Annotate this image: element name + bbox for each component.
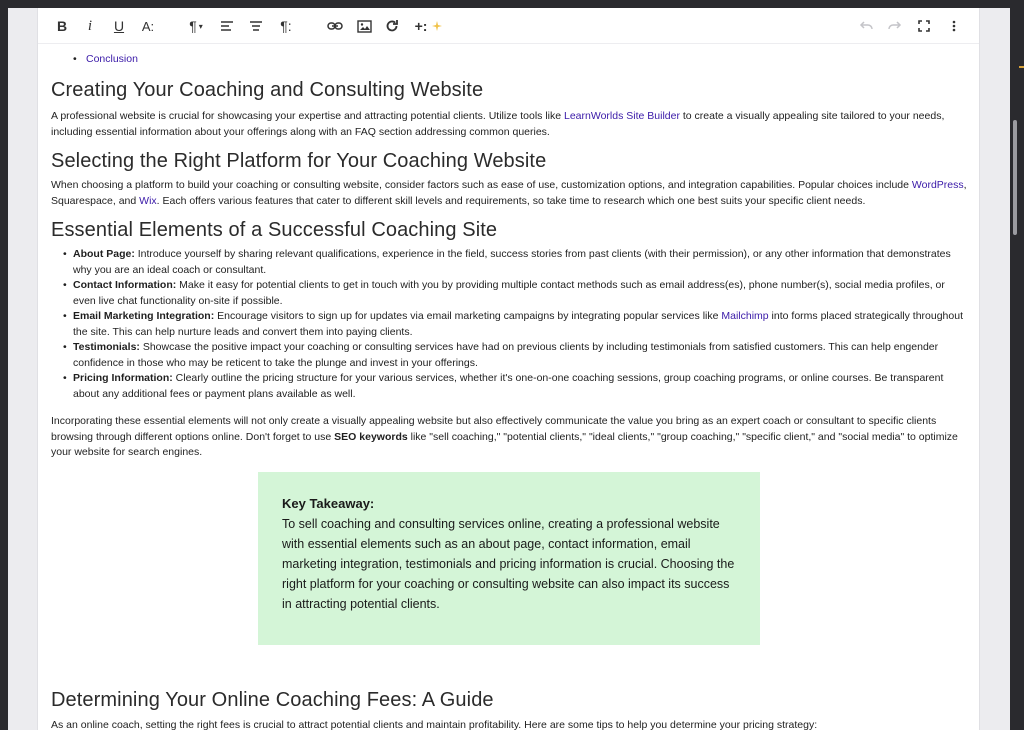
bullet-label: Email Marketing Integration: [73, 310, 215, 322]
undo-button[interactable] [856, 16, 876, 36]
bold-icon: B [56, 18, 68, 34]
align-center-button[interactable] [246, 16, 266, 36]
insert-image-button[interactable] [354, 16, 374, 36]
window-top-bar [0, 0, 1024, 8]
bullet-text: into forms placed strategically throughout the site. This can help nurture leads and convert them into paying clients. [73, 310, 963, 338]
bold-button[interactable] [52, 16, 72, 36]
paragraph-closing [51, 414, 969, 461]
bullet-text: Make it easy for potential clients to get in touch with you by providing multiple contact methods such as email address(es), phone number(s), social media profiles, or even live chat functionality on-site if possible. [73, 279, 945, 307]
align-left-icon [220, 20, 234, 32]
list-item [73, 371, 970, 402]
text: When choosing a platform to build your coaching or consulting website, consider factors such as ease of use, customization options, and integration capabilities. Popular choices include [51, 179, 912, 191]
text: A professional website is crucial for showcasing your expertise and attracting potential clients. Utilize tools like [51, 110, 564, 122]
heading-selecting-platform: Selecting the Right Platform for Your Coaching Website [51, 150, 547, 172]
fullscreen-button[interactable] [914, 16, 934, 36]
paragraph-format-button[interactable] [186, 16, 206, 36]
list-item [73, 340, 970, 371]
key-takeaway-title: Key Takeaway: [282, 496, 375, 511]
redo-icon [888, 21, 902, 31]
underline-icon: U [113, 18, 125, 34]
paragraph-selecting-platform [51, 178, 969, 209]
italic-icon: i [87, 17, 93, 34]
left-margin [8, 8, 37, 730]
sparkle-icon [432, 21, 442, 31]
redo-button[interactable] [885, 16, 905, 36]
undo-icon [859, 21, 873, 31]
key-takeaway-body: To sell coaching and consulting services online, creating a professional website with essential elements such as an about page, contact information, email marketing integration, testimonials and pricing information is crucial. Choosing the right platform for your coaching or consulting website can also impact its success in attracting potential clients. [282, 517, 735, 611]
left-window-rail [0, 8, 8, 730]
font-size-icon: A: [141, 18, 155, 34]
paragraph-style-icon: ¶: [280, 18, 292, 34]
scrollbar-track[interactable] [1010, 8, 1024, 730]
text: , Squarespace, and [51, 179, 967, 207]
more-vertical-icon [952, 20, 956, 32]
link-learnworlds[interactable]: LearnWorlds Site Builder [564, 110, 680, 122]
refresh-icon [385, 19, 399, 33]
insert-more-icon: +: [414, 18, 428, 34]
bullet-label: Contact Information: [73, 279, 177, 291]
scroll-position-marker [1019, 66, 1024, 68]
bullet-label: Pricing Information: [73, 372, 173, 384]
bullet-text: Encourage visitors to sign up for updates via email marketing campaigns by integrating popular services like [214, 310, 722, 322]
paragraph-coaching-fees: As an online coach, setting the right fees is crucial to attract potential clients and maintain profitability. Here are some tips to help you determine your pricing strategy: [51, 719, 818, 730]
font-size-button[interactable] [138, 16, 158, 36]
text: . Each offers various features that cater to different skill levels and requirements, so take time to research which one best suits your specific client needs. [156, 194, 866, 207]
pilcrow-icon: ¶ [189, 18, 197, 34]
text: like "sell coaching," "potential clients," "ideal clients," "group coaching," "specific client," and "social media" to optimize your website for search engines. [51, 430, 958, 458]
bullet-label: About Page: [73, 248, 135, 260]
list-item [73, 247, 970, 278]
text: Incorporating these essential elements will not only create a visually appealing website but also effectively communicate the value you bring as an expert coach or consultant to specific clients browsing through different options online. Don't forget to use [51, 415, 937, 443]
key-takeaway-box [258, 472, 760, 645]
align-center-icon [249, 20, 263, 32]
seo-keywords-bold: SEO keywords [334, 430, 408, 443]
image-icon [357, 20, 372, 33]
rich-text-editor[interactable] [37, 8, 980, 730]
editor-toolbar [38, 8, 980, 44]
link-wordpress[interactable]: WordPress [911, 179, 964, 191]
heading-essential-elements: Essential Elements of a Successful Coaching Site [51, 219, 498, 241]
link-wix[interactable]: Wix [139, 194, 157, 207]
more-options-button[interactable] [944, 16, 964, 36]
paragraph-creating-website [51, 109, 969, 140]
link-mailchimp[interactable]: Mailchimp [721, 310, 769, 322]
toc-link-conclusion[interactable]: • Conclusion [86, 53, 138, 65]
refresh-button[interactable] [382, 16, 402, 36]
underline-button[interactable] [109, 16, 129, 36]
essential-elements-list [73, 247, 970, 402]
fullscreen-icon [918, 20, 930, 32]
link-icon [327, 20, 343, 32]
bullet-text: Showcase the positive impact your coaching or consulting services have had on previous clients by including testimonials from satisfied customers. This can help engender confidence in those who may be reticent to take the plunge and invest in your offerings. [73, 341, 939, 369]
italic-button[interactable] [80, 16, 100, 36]
insert-link-button[interactable] [325, 16, 345, 36]
bullet-label: Testimonials: [73, 341, 140, 353]
scrollbar-thumb[interactable] [1013, 120, 1017, 235]
chevron-down-icon: ▾ [198, 21, 203, 31]
list-item [73, 278, 970, 309]
bullet-text: Clearly outline the pricing structure for your various services, whether it's one-on-one coaching sessions, group coaching programs, or online courses. Be transparent about any additional fees or payment plans available as well. [73, 372, 944, 400]
heading-coaching-fees: Determining Your Online Coaching Fees: A Guide [51, 689, 494, 711]
bullet-text: Introduce yourself by sharing relevant qualifications, experience in the field, success stories from past clients (with their permission), or any other information that demonstrates why you are an ideal coach or consultant. [73, 248, 951, 276]
list-item [73, 309, 970, 340]
paragraph-style-button[interactable] [276, 16, 296, 36]
align-left-button[interactable] [217, 16, 237, 36]
heading-creating-website: Creating Your Coaching and Consulting Website [51, 79, 484, 101]
text: to create a visually appealing site tailored to your needs, including essential information about your offerings along with an FAQ section addressing common queries. [51, 110, 945, 138]
right-margin [980, 8, 1010, 730]
ai-sparkle-button[interactable] [427, 16, 447, 36]
